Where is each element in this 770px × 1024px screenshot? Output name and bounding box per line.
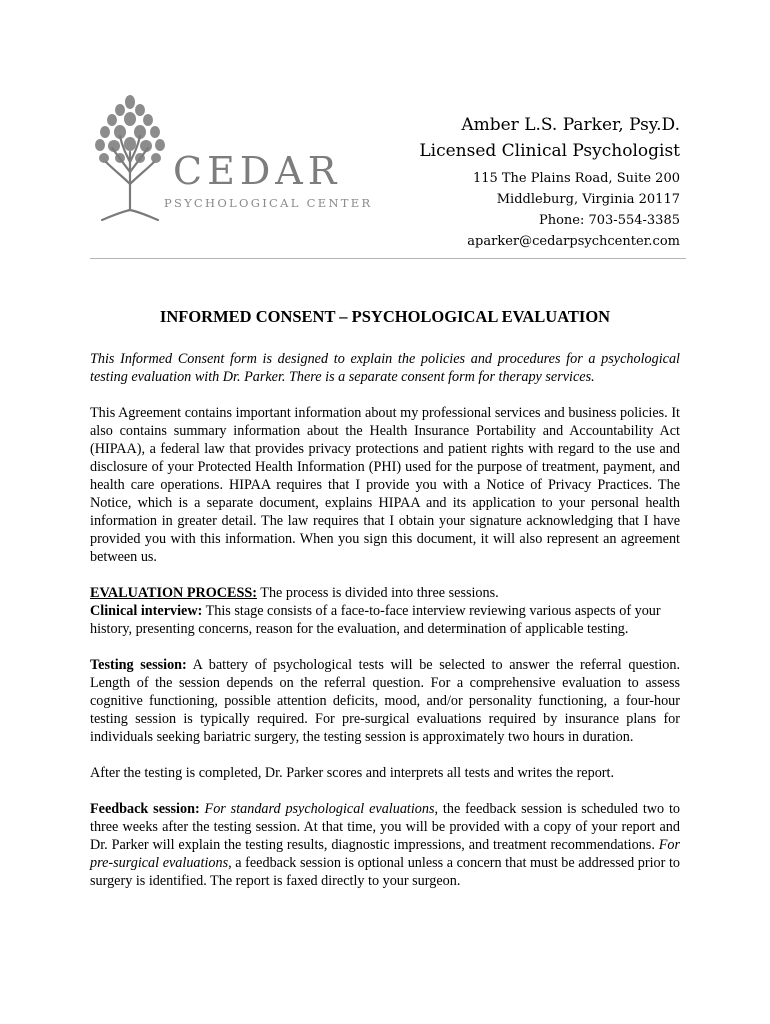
psychologist-name: Amber L.S. Parker, Psy.D. xyxy=(461,115,680,135)
feedback-standard-label: For standard psychological evaluations xyxy=(204,801,435,817)
logo-subtitle: PSYCHOLOGICAL CENTER xyxy=(164,196,373,210)
address-line-2: Middleburg, Virginia 20117 xyxy=(496,192,680,207)
intro-paragraph: This Informed Consent form is designed to explain the policies and procedures for a psychological testing evaluation with Dr. Parker. There is a separate consent form for therapy services. xyxy=(90,351,680,385)
document-title: INFORMED CONSENT – PSYCHOLOGICAL EVALUATION xyxy=(159,307,611,326)
header-divider xyxy=(90,258,686,259)
clinical-interview-paragraph xyxy=(90,602,680,638)
letterhead-contact xyxy=(419,112,680,252)
evaluation-process-text: The process is divided into three sessions. xyxy=(257,585,499,601)
feedback-presurgical-label: For pre-surgical evaluations xyxy=(90,837,680,871)
email-address[interactable]: aparker@cedarpsychcenter.com xyxy=(467,234,680,249)
phone-number: Phone: 703-554-3385 xyxy=(538,213,680,228)
testing-session-heading: Testing session: xyxy=(90,657,187,673)
address-line-1: 115 The Plains Road, Suite 200 xyxy=(472,171,680,186)
after-testing-paragraph: After the testing is completed, Dr. Parker scores and interprets all tests and writes the report. xyxy=(90,765,614,781)
tree-icon xyxy=(90,92,170,222)
testing-session-text: A battery of psychological tests will be selected to answer the referral question. Length of the session depends on the referral question. For a comprehensive evaluation to assess cognitive functioning, possible attention deficits, mood, and/or personality functioning, a four-hour testing session is typically required. For pre-surgical evaluations required by insurance plans for individuals seeking bariatric surgery, the testing session is approximately two hours in duration. xyxy=(90,657,680,745)
cedar-logo xyxy=(90,92,380,222)
clinical-interview-heading: Clinical interview: xyxy=(90,603,203,619)
feedback-session-paragraph xyxy=(90,800,680,890)
testing-session-paragraph xyxy=(90,656,680,746)
agreement-paragraph: This Agreement contains important information about my professional services and business policies. It also contains summary information about the Health Insurance Portability and Accountability Act (HIPAA), a federal law that provides privacy protections and patient rights with regard to the use and disclosure of your Protected Health Information (PHI) used for the purpose of treatment, payment, and health care operations. HIPAA requires that I provide you with a Notice of Privacy Practices. The Notice, which is a separate document, explains HIPAA and its application to your personal health information in greater detail. The law requires that I obtain your signature acknowledging that I have provided you with this information. When you sign this document, it will also represent an agreement between us. xyxy=(90,405,680,565)
evaluation-process-heading: EVALUATION PROCESS: xyxy=(90,585,257,601)
psychologist-title: Licensed Clinical Psychologist xyxy=(419,141,680,161)
evaluation-process-paragraph xyxy=(90,584,680,602)
feedback-session-heading: Feedback session: xyxy=(90,801,200,817)
feedback-standard-text: , the feedback session is scheduled two to three weeks after the testing session. At that time, you will be provided with a copy of your report and Dr. Parker will explain the testing results, diagnostic impressions, and treatment recommendations. xyxy=(90,801,681,853)
feedback-presurgical-text: , a feedback session is optional unless a concern that must be addressed prior to surgery is identified. The report is faxed directly to your surgeon. xyxy=(90,855,681,889)
clinical-interview-text: This stage consists of a face-to-face interview reviewing various aspects of your history, presenting concerns, reason for the evaluation, and determination of applicable testing. xyxy=(90,603,661,637)
document-body xyxy=(90,306,680,908)
logo-name: CEDAR xyxy=(173,149,342,193)
